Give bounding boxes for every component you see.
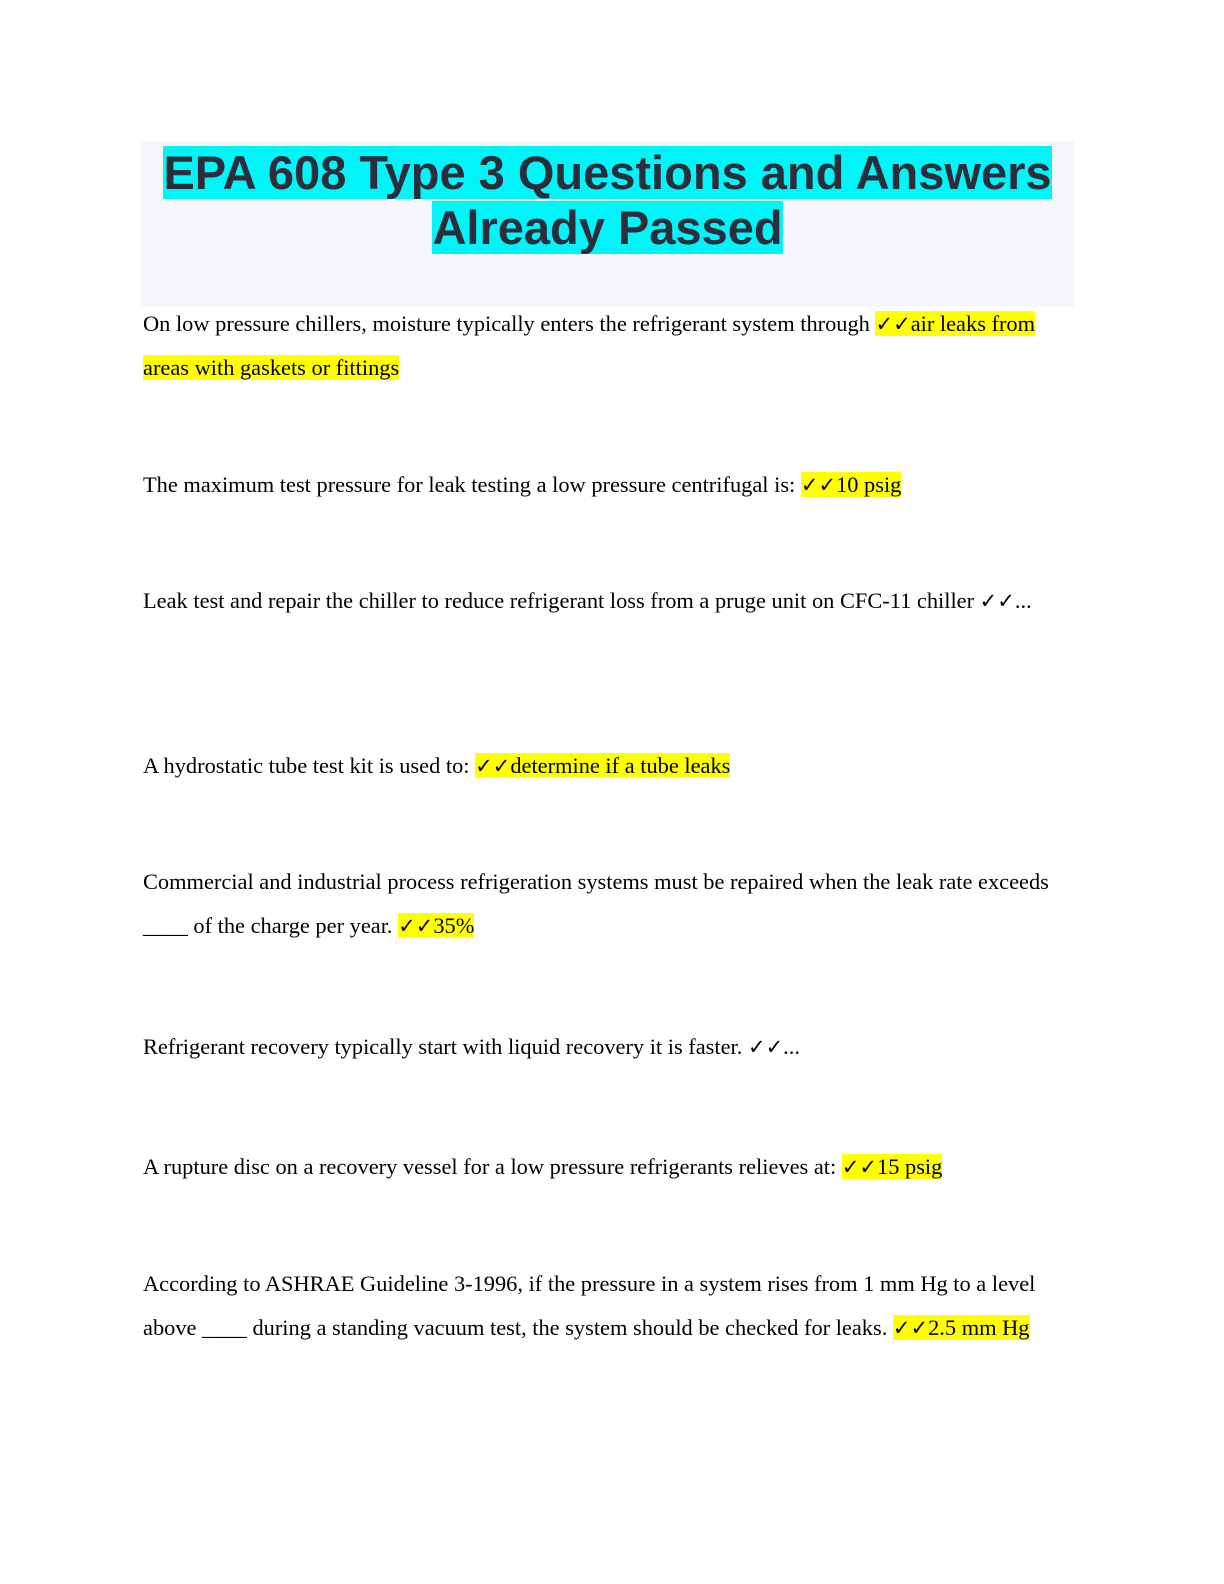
answer-text: determine if a tube leaks [510,753,731,778]
page-title [141,141,1074,255]
question-text: A rupture disc on a recovery vessel for a low pressure refrigerants relieves at: [143,1154,842,1179]
answer-highlight [801,472,902,497]
answer-text: ... [783,1034,800,1059]
question-text: Leak test and repair the chiller to reduce refrigerant loss from a pruge unit on CFC-11 chiller [143,588,980,613]
double-check-icon: ✓✓ [747,1035,784,1059]
answer-plain [748,1034,800,1059]
answer-text: air leaks from areas with gaskets or fittings [143,311,1036,380]
qa-item-1 [143,302,1073,390]
answer-text: 15 psig [877,1154,943,1179]
double-check-icon: ✓✓ [841,1155,878,1179]
answer-text: 10 psig [836,472,902,497]
double-check-icon: ✓✓ [875,312,911,336]
answer-text: 35% [433,913,475,938]
question-text: Commercial and industrial process refrigeration systems must be repaired when the leak rate exceeds ____ of the charge per year. [143,869,1049,938]
answer-highlight [893,1315,1030,1340]
double-check-icon: ✓✓ [800,473,837,497]
qa-item-3 [143,579,1073,623]
answer-highlight [398,913,474,938]
question-text: A hydrostatic tube test kit is used to: [143,753,476,778]
answer-highlight [475,753,730,778]
answer-highlight [842,1154,943,1179]
qa-item-2 [143,463,1073,507]
question-text: The maximum test pressure for leak testing a low pressure centrifugal is: [143,472,801,497]
answer-plain [980,588,1032,613]
answer-text: 2.5 mm Hg [928,1315,1030,1340]
double-check-icon: ✓✓ [475,754,511,778]
title-line-1: EPA 608 Type 3 Questions and Answers [163,146,1052,199]
answer-text: ... [1014,588,1032,613]
double-check-icon: ✓✓ [892,1316,929,1340]
double-check-icon: ✓✓ [398,914,434,938]
title-banner [141,141,1074,307]
question-text: According to ASHRAE Guideline 3-1996, if the pressure in a system rises from 1 mm Hg to a level above ____ during a standing vacuum test, the system should be checked for leaks. [143,1271,1036,1340]
qa-item-4 [143,744,1073,788]
double-check-icon: ✓✓ [979,589,1015,613]
qa-item-5 [143,860,1073,948]
question-text: Refrigerant recovery typically start with liquid recovery it is faster. [143,1034,748,1059]
question-text: On low pressure chillers, moisture typically enters the refrigerant system through [143,311,876,336]
qa-item-7 [143,1145,1073,1189]
qa-item-8 [143,1262,1073,1350]
title-line-2: Already Passed [432,201,783,254]
qa-item-6 [143,1025,1073,1069]
